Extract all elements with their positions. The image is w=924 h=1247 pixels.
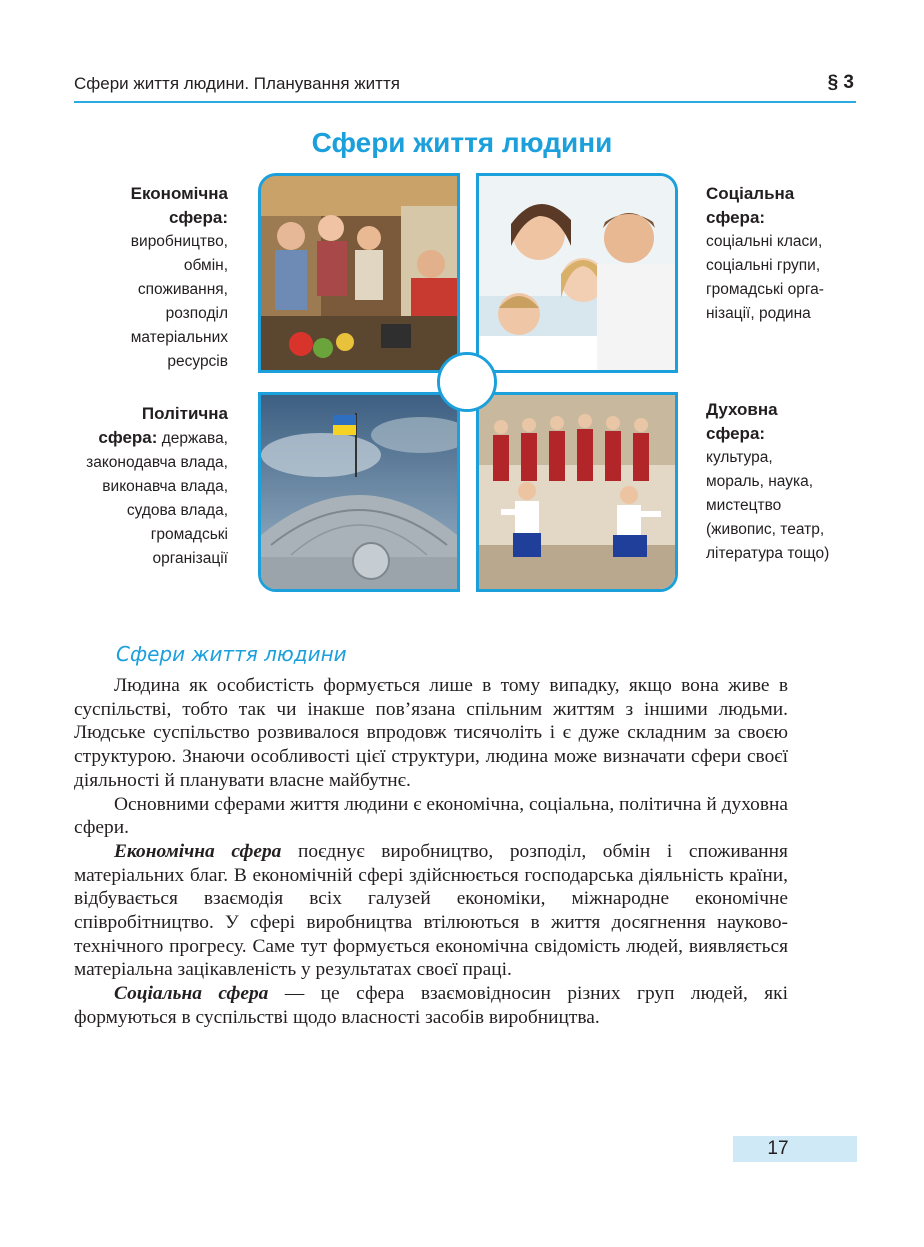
section-number: § 3 xyxy=(827,72,854,93)
social-heading-1: Соціальна xyxy=(706,184,795,203)
center-ring-fill xyxy=(440,355,494,409)
spiritual-sphere-photo xyxy=(476,392,678,592)
section-subheading: Сфери життя людини xyxy=(116,642,347,666)
economic-line: ресурсів xyxy=(167,353,228,370)
paragraph-4-text: — це сфера взаємовідносин різних груп людей, які формуються в суспільстві щодо власності засобів виробництва. xyxy=(74,983,788,1028)
social-sphere-caption xyxy=(706,182,886,326)
economic-line: розподіл xyxy=(165,305,228,322)
spiritual-line: мораль, наука, xyxy=(706,473,814,490)
political-line: судова влада, xyxy=(126,502,228,519)
political-sphere-photo xyxy=(258,392,460,592)
political-line: виконавча влада, xyxy=(102,478,228,495)
economic-sphere-photo xyxy=(258,173,460,373)
economic-heading-2: сфера: xyxy=(168,208,228,227)
social-sphere-photo xyxy=(476,173,678,373)
political-line: громадські xyxy=(150,526,228,543)
political-inline: держава, xyxy=(157,430,228,447)
figure-title: Сфери життя людини xyxy=(311,127,613,158)
spiritual-line: література тощо) xyxy=(706,545,830,562)
economic-sphere-caption xyxy=(60,182,228,374)
term-economic-sphere: Економічна сфера xyxy=(114,840,282,862)
economic-line: споживання, xyxy=(137,281,228,298)
page-number: 17 xyxy=(767,1138,789,1159)
social-heading-2: сфера: xyxy=(706,208,766,227)
political-line: законодавча влада, xyxy=(86,454,228,471)
spiritual-line: (живопис, театр, xyxy=(706,521,825,538)
paragraph-2: Основними сферами життя людини є економічна, соціальна, політична й духовна сфери. xyxy=(74,793,788,839)
header-divider xyxy=(74,101,856,103)
social-line: соціальні класи, xyxy=(706,233,823,250)
paragraph-3-text: поєднує виробництво, розподіл, обмін і споживання матеріальних благ. В економічній сфері здійснюється господарська діяльність країни, відбувається взаємодія всіх галузей економіки, міжнародне економічне співробітництво. У сфері виробництва втілюються в життя досягнення науково-технічного прогресу. Саме тут формується економічна свідомість людей, виявляється матеріальна зацікавленість у результатах своєї праці. xyxy=(74,840,788,981)
economic-heading-1: Економічна xyxy=(130,184,228,203)
spiritual-heading-2: сфера: xyxy=(706,424,766,443)
spiritual-sphere-caption xyxy=(706,398,886,566)
social-line: нізації, родина xyxy=(706,305,811,322)
economic-line: матеріальних xyxy=(130,329,228,346)
political-sphere-caption xyxy=(40,402,228,571)
paragraph-3 xyxy=(74,840,788,982)
spiritual-heading-1: Духовна xyxy=(706,400,778,419)
economic-line: обмін, xyxy=(183,257,228,274)
political-line: організації xyxy=(152,550,228,567)
spiritual-line: культура, xyxy=(706,449,773,466)
social-line: громадські орга- xyxy=(706,281,824,298)
political-heading-1: Політична xyxy=(141,404,228,423)
paragraph-4 xyxy=(74,982,788,1029)
term-social-sphere: Соціальна сфера xyxy=(114,983,269,1005)
paragraph-1: Людина як особистість формується лише в тому випадку, якщо вона живе в суспільстві, тобто так чи інакше пов’язана спільним життям з іншими людьми. Людське суспільство розвивалося впродовж тисячоліть і є дуже складним за своєю структурою. Знаючи особливості цієї структури, людина може визначати сфери своєї діяльності й планувати власне майбутнє. xyxy=(74,675,788,791)
body-text xyxy=(74,674,788,1030)
spiritual-line: мистецтво xyxy=(706,497,782,514)
economic-line: виробництво, xyxy=(130,233,228,250)
running-header-title: Сфери життя людини. Планування життя xyxy=(74,74,400,93)
political-heading-2: сфера: xyxy=(98,428,158,447)
social-line: соціальні групи, xyxy=(706,257,821,274)
